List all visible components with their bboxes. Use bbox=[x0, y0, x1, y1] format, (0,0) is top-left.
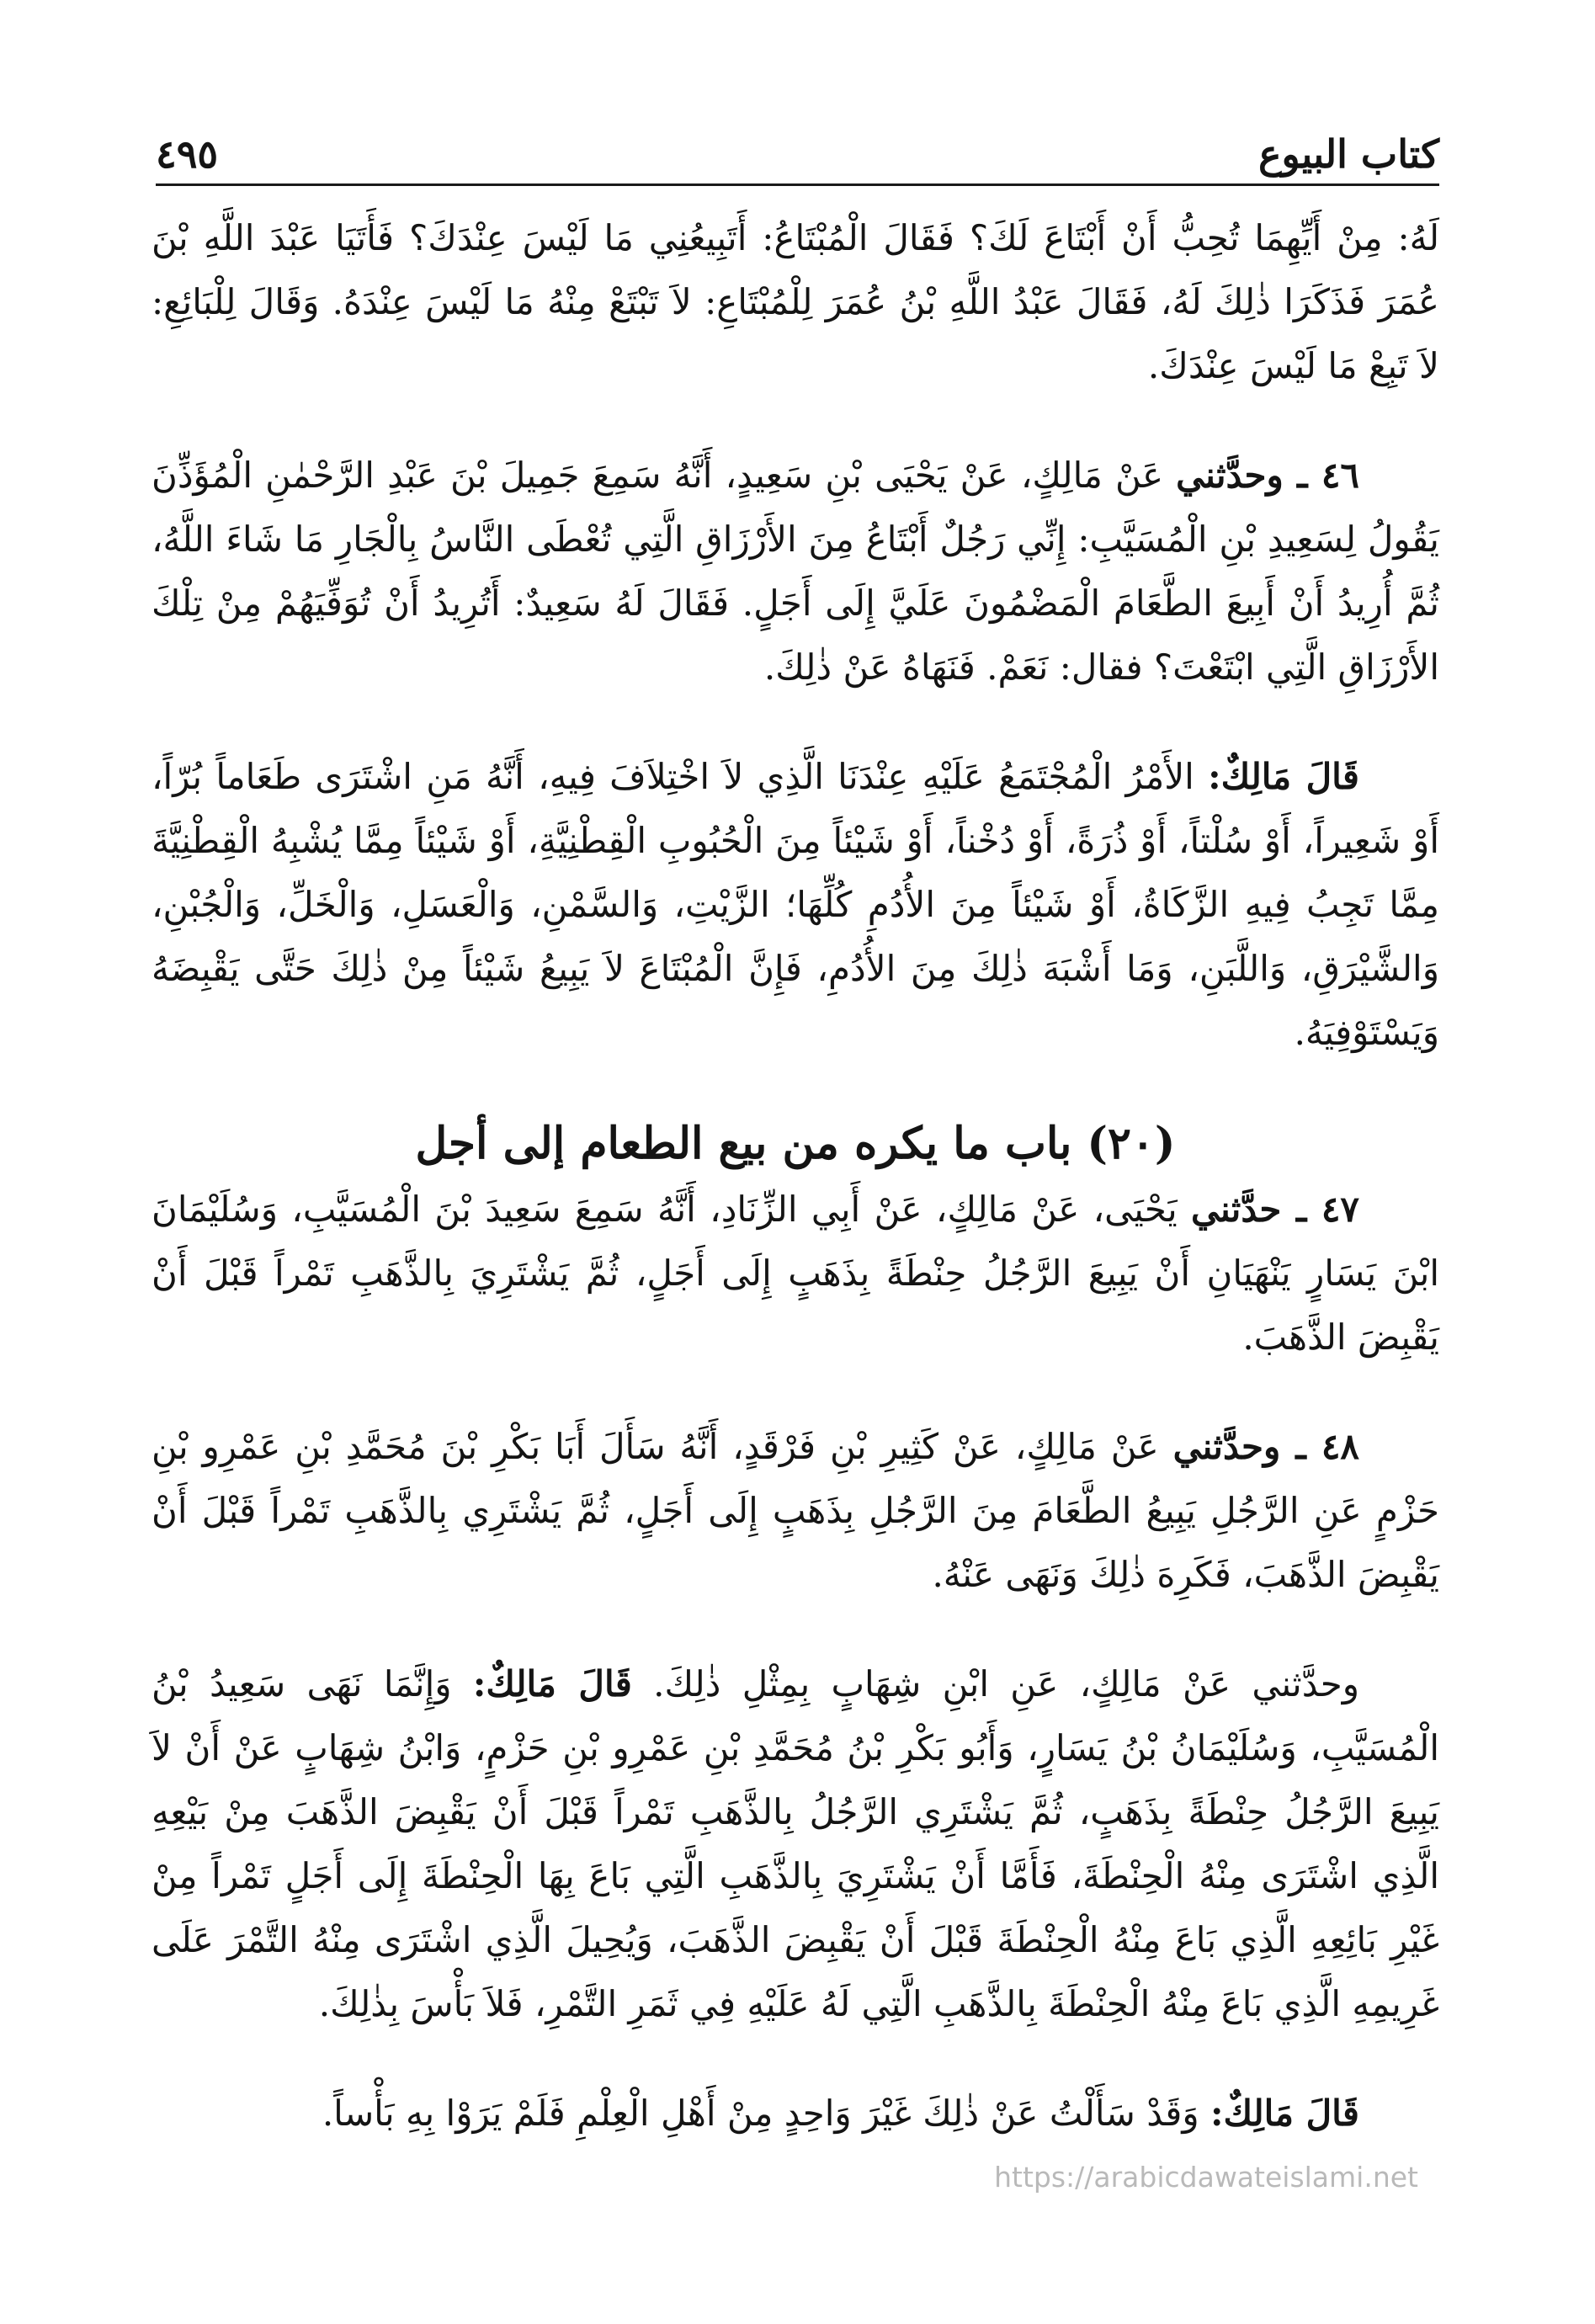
malik-lead: قَالَ مَالِكٌ: bbox=[472, 1663, 632, 1704]
malik-text: وَقَدْ سَأَلْتُ عَنْ ذٰلِكَ غَيْرَ وَاحِدٍ مِنْ أَهْلِ الْعِلْمِ فَلَمْ يَرَوْا بِهِ بَأْساً. bbox=[322, 2093, 1199, 2134]
malik-lead: قَالَ مَالِكٌ: bbox=[1210, 2093, 1359, 2134]
narration-text: وحدَّثني عَنْ مَالِكٍ، عَنِ ابْنِ شِهَابٍ بِمِثْلِ ذٰلِكَ. bbox=[653, 1663, 1359, 1704]
malik-lead: قَالَ مَالِكٌ: bbox=[1208, 756, 1360, 797]
watermark-url: https://arabicdawateislami.net bbox=[994, 2161, 1418, 2194]
paragraph-text: لَهُ: مِنْ أَيِّهِمَا تُحِبُّ أَنْ أَبْتَاعَ لَكَ؟ فَقَالَ الْمُبْتَاعُ: أَتَبِيعُنِي مَا لَيْسَ عِنْدَكَ؟ فَأَتَيَا عَبْدَ اللَّهِ بْنَ عُمَرَ فَذَكَرَا ذٰلِكَ لَهُ، فَقَالَ عَبْدُ اللَّهِ بْنُ عُمَرَ لِلْمُبْتَاعِ: لاَ تَبْتَعْ مِنْهُ مَا لَيْسَ عِنْدَهُ. وَقَالَ لِلْبَائِعِ: لاَ تَبِعْ مَا لَيْسَ عِنْدَكَ. bbox=[152, 217, 1439, 386]
hadith-48 bbox=[152, 1415, 1439, 1607]
book-title: كتاب البيوع bbox=[1258, 131, 1439, 177]
page-number: ٤٩٥ bbox=[156, 131, 219, 177]
malik-text: الأَمْرُ الْمُجْتَمَعُ عَلَيْهِ عِنْدَنَا الَّذِي لاَ اخْتِلاَفَ فِيهِ، أَنَّهُ مَنِ اشْتَرَى طَعَاماً بُرّاً، أَوْ شَعِيراً، أَوْ سُلْتاً، أَوْ ذُرَةً، أَوْ دُخْناً، أَوْ شَيْئاً مِنَ الْحُبُوبِ الْقِطْنِيَّةِ، أَوْ شَيْئاً مِمَّا يُشْبِهُ الْقِطْنِيَّةَ مِمَّا تَجِبُ فِيهِ الزَّكَاةُ، أَوْ شَيْئاً مِنَ الأُدُمِ كُلِّهَا؛ الزَّيْتِ، وَالسَّمْنِ، وَالْعَسَلِ، وَالْخَلِّ، وَالْجُبْنِ، وَالشَّيْرَقِ، وَاللَّبَنِ، وَمَا أَشْبَهَ ذٰلِكَ مِنَ الأُدُمِ، فَإِنَّ الْمُبْتَاعَ لاَ يَبِيعُ شَيْئاً مِنْ ذٰلِكَ حَتَّى يَقْبِضَهُ وَيَسْتَوْفِيَهُ. bbox=[152, 756, 1439, 1053]
hadith-lead: ٤٧ ـ حدَّثني bbox=[1190, 1189, 1359, 1230]
hadith-47 bbox=[152, 1178, 1439, 1369]
paragraph-continuation bbox=[152, 206, 1439, 398]
malik-text: وَإِنَّمَا نَهَى سَعِيدُ بْنُ الْمُسَيَّبِ، وَسُلَيْمَانُ بْنُ يَسَارٍ، وَأَبُو بَكْرِ بْنُ مُحَمَّدِ بْنِ عَمْرِو بْنِ حَزْمٍ، وَابْنُ شِهَابٍ عَنْ أَنْ لاَ يَبِيعَ الرَّجُلُ حِنْطَةً بِذَهَبٍ، ثُمَّ يَشْتَرِي الرَّجُلُ بِالذَّهَبِ تَمْراً قَبْلَ أَنْ يَقْبِضَ الذَّهَبَ مِنْ بَيْعِهِ الَّذِي اشْتَرَى مِنْهُ الْحِنْطَةَ، فَأَمَّا أَنْ يَشْتَرِيَ بِالذَّهَبِ الَّتِي بَاعَ بِهَا الْحِنْطَةَ إِلَى أَجَلٍ تَمْراً مِنْ غَيْرِ بَائِعِهِ الَّذِي بَاعَ مِنْهُ الْحِنْطَةَ قَبْلَ أَنْ يَقْبِضَ الذَّهَبَ، وَيُحِيلَ الَّذِي اشْتَرَى مِنْهُ التَّمْرَ عَلَى غَرِيمِهِ الَّذِي بَاعَ مِنْهُ الْحِنْطَةَ بِالذَّهَبِ الَّتِي لَهُ عَلَيْهِ فِي ثَمَرِ التَّمْرِ، فَلاَ بَأْسَ بِذٰلِكَ. bbox=[152, 1663, 1439, 2024]
hadith-lead: ٤٦ ـ وحدَّثني bbox=[1176, 455, 1359, 496]
hadith-text: يَحْيَى، عَنْ مَالِكٍ، عَنْ أَبِي الزِّنَادِ، أَنَّهُ سَمِعَ سَعِيدَ بْنَ الْمُسَيَّبِ، وَسُلَيْمَانَ ابْنَ يَسَارٍ يَنْهَيَانِ أَنْ يَبِيعَ الرَّجُلُ حِنْطَةً بِذَهَبٍ إِلَى أَجَلٍ، ثُمَّ يَشْتَرِيَ بِالذَّهَبِ تَمْراً قَبْلَ أَنْ يَقْبِضَ الذَّهَبَ. bbox=[152, 1189, 1439, 1358]
page-body bbox=[152, 206, 1439, 2248]
malik-ruling bbox=[152, 745, 1439, 1065]
chapter-heading: (٢٠) باب ما يكره من بيع الطعام إلى أجل bbox=[415, 1118, 1176, 1169]
hadith-46 bbox=[152, 444, 1439, 699]
malik-final bbox=[152, 2082, 1439, 2146]
malik-commentary bbox=[152, 1652, 1439, 2036]
hadith-text: عَنْ مَالِكٍ، عَنْ يَحْيَى بْنِ سَعِيدٍ، أَنَّهُ سَمِعَ جَمِيلَ بْنَ عَبْدِ الرَّحْمٰنِ الْمُؤَذِّنَ يَقُولُ لِسَعِيدِ بْنِ الْمُسَيَّبِ: إِنِّي رَجُلٌ أَبْتَاعُ مِنَ الأَرْزَاقِ الَّتِي تُعْطَى النَّاسُ بِالْجَارِ مَا شَاءَ اللَّهُ، ثُمَّ أُرِيدُ أَنْ أَبِيعَ الطَّعَامَ الْمَضْمُونَ عَلَيَّ إِلَى أَجَلٍ. فَقَالَ لَهُ سَعِيدٌ: أَتُرِيدُ أَنْ تُوَفِّيَهُمْ مِنْ تِلْكَ الأَرْزَاقِ الَّتِي ابْتَعْتَ؟ فقال: نَعَمْ. فَنَهَاهُ عَنْ ذٰلِكَ. bbox=[152, 455, 1439, 688]
hadith-lead: ٤٨ ـ وحدَّثني bbox=[1172, 1426, 1359, 1467]
page-header bbox=[156, 101, 1439, 186]
hadith-text: عَنْ مَالِكٍ، عَنْ كَثِيرِ بْنِ فَرْقَدٍ، أَنَّهُ سَأَلَ أَبَا بَكْرِ بْنَ مُحَمَّدِ بْنِ عَمْرِو بْنِ حَزْمٍ عَنِ الرَّجُلِ يَبِيعُ الطَّعَامَ مِنَ الرَّجُلِ بِذَهَبٍ إِلَى أَجَلٍ، ثُمَّ يَشْتَرِي بِالذَّهَبِ تَمْراً قَبْلَ أَنْ يَقْبِضَ الذَّهَبَ، فَكَرِهَ ذٰلِكَ وَنَهَى عَنْهُ. bbox=[152, 1426, 1439, 1595]
